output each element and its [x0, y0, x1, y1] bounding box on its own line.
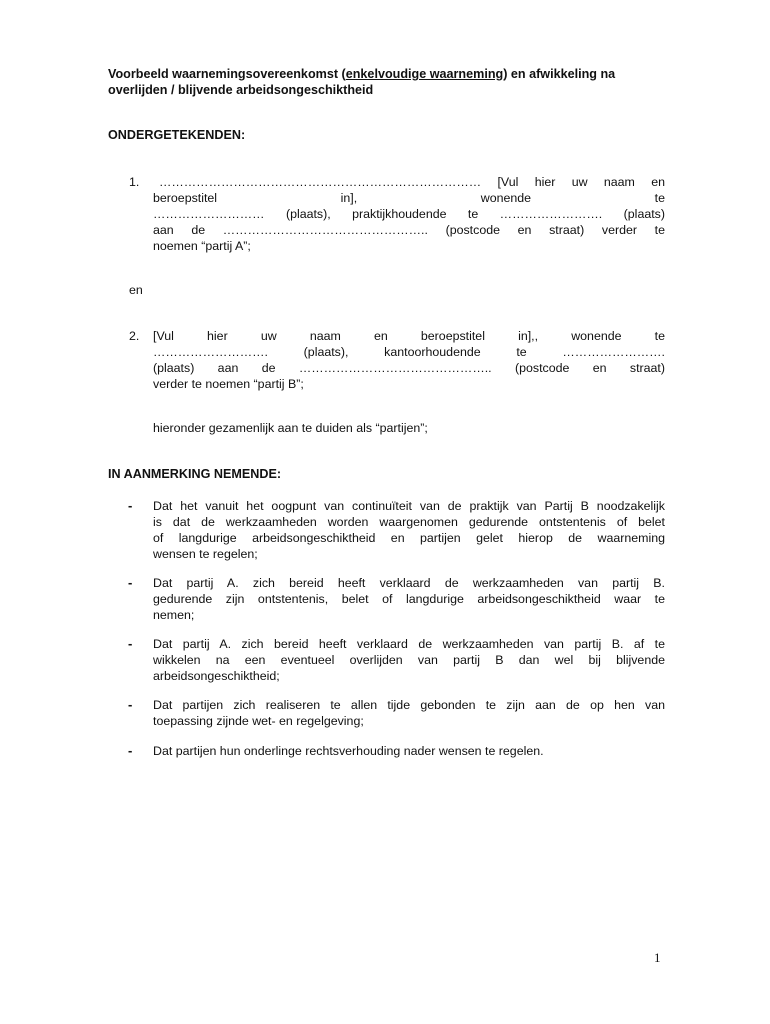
- consideration-item: [153, 697, 665, 729]
- party-a-line-5: noemen “partij A”;: [153, 239, 251, 253]
- consideration-line: wensen te regelen;: [153, 547, 258, 561]
- bullet-mark: -: [128, 498, 133, 513]
- consideration-item: [153, 498, 665, 562]
- consideration-line: Dat het vanuit het oogpunt van continuïteit van de praktijk van Partij B noodzakelijk: [153, 499, 665, 513]
- bullet-mark: -: [128, 743, 133, 758]
- page-number: 1: [654, 950, 661, 965]
- consideration-line: Dat partij A. zich bereid heeft verklaard de werkzaamheden van partij B. af te: [153, 637, 665, 651]
- signatories-heading: ONDERGETEKENDEN:: [108, 128, 246, 142]
- consideration-line: toepassing zijnde wet- en regelgeving;: [153, 714, 364, 728]
- consideration-line: Dat partijen zich realiseren te allen tijde gebonden te zijn aan de op hen van: [153, 698, 665, 712]
- consideration-line: wikkelen na een eventueel overlijden van partij B dan wel bij blijvende: [153, 653, 665, 667]
- party-a-number: 1.: [129, 175, 140, 189]
- party-b-line-2: ………………………. (plaats), kantoorhoudende te …………………….: [153, 345, 665, 359]
- party-b-number: 2.: [129, 329, 140, 343]
- bullet-mark: -: [128, 636, 133, 651]
- consideration-line: nemen;: [153, 608, 195, 622]
- consideration-line: gedurende zijn ontstentenis, belet of langdurige arbeidsongeschiktheid waar te: [153, 592, 665, 606]
- party-b-line-4: verder te noemen “partij B”;: [153, 377, 304, 391]
- collective-reference: hieronder gezamenlijk aan te duiden als “partijen”;: [153, 421, 428, 435]
- connector-text: en: [129, 283, 143, 297]
- party-b-block: [153, 328, 665, 392]
- consideration-item: [153, 575, 665, 623]
- considerations-heading: IN AANMERKING NEMENDE:: [108, 467, 282, 481]
- party-a-line-3: ……………………… (plaats), praktijkhoudende te ……………………. (plaats): [153, 207, 665, 221]
- party-b-line-3: (plaats) aan de ……………………………………….. (postcode en straat): [153, 361, 665, 375]
- title-underlined: enkelvoudige waarneming: [345, 67, 504, 81]
- consideration-line: of langdurige arbeidsongeschiktheid en partijen gelet hierop de waarneming: [153, 531, 665, 545]
- document-title: [108, 66, 668, 98]
- party-b-line-1: [Vul hier uw naam en beroepstitel in],, wonende te: [153, 329, 665, 343]
- consideration-line: Dat partijen hun onderlinge rechtsverhouding nader wensen te regelen.: [153, 744, 544, 758]
- consideration-line: is dat de werkzaamheden worden waargenomen gedurende ontstentenis of belet: [153, 515, 665, 529]
- party-a-line-4: aan de ………………………………………….. (postcode en straat) verder te: [153, 223, 665, 237]
- consideration-line: Dat partij A. zich bereid heeft verklaard de werkzaamheden van partij B.: [153, 576, 665, 590]
- consideration-item: [153, 743, 665, 759]
- party-a-line-1: …………………………………………………………………… [Vul hier uw naam en: [159, 175, 665, 189]
- bullet-mark: -: [128, 697, 133, 712]
- party-a-line-2: beroepstitel in], wonende te: [153, 191, 665, 205]
- party-a-block: [153, 174, 665, 254]
- consideration-line: arbeidsongeschiktheid;: [153, 669, 280, 683]
- consideration-item: [153, 636, 665, 684]
- bullet-mark: -: [128, 575, 133, 590]
- title-suffix: ) en afwikkeling na overlijden / blijvende arbeidsongeschiktheid: [108, 67, 616, 97]
- title-prefix: Voorbeeld waarnemingsovereenkomst (: [108, 67, 346, 81]
